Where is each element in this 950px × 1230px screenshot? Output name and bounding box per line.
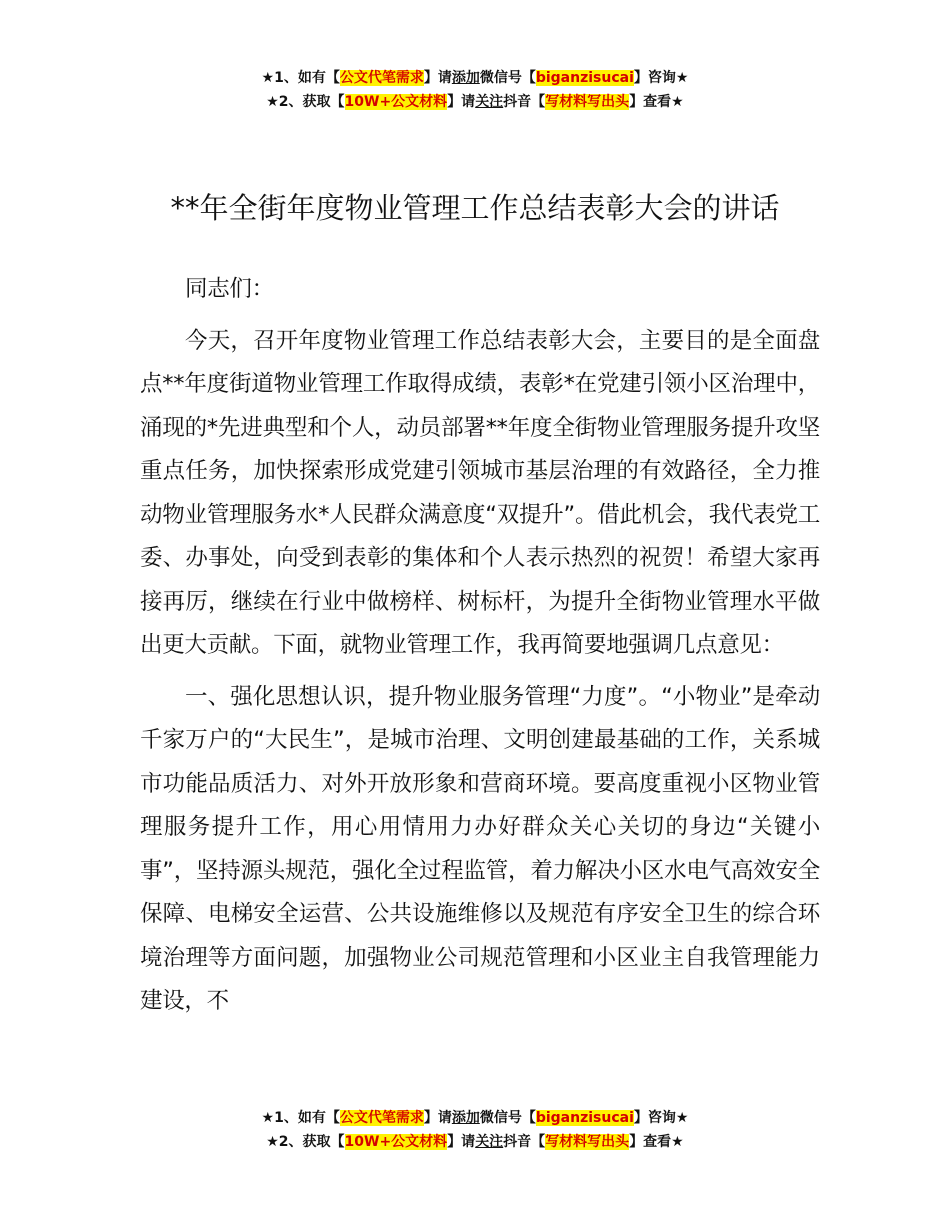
promo-wechat-id: biganzisucai (535, 1110, 634, 1126)
promo-wechat-id: biganzisucai (535, 70, 634, 86)
promo-keyword: 添加 (451, 70, 480, 86)
document-title: **年全街年度物业管理工作总结表彰大会的讲话 (170, 191, 780, 226)
salutation: 同志们： (185, 276, 274, 302)
promo-line-1: ★1、如有【公文代笔需求】请添加微信号【biganzisucai】咨询★ (261, 1110, 689, 1126)
promo-highlight: 10W+公文材料 (344, 1134, 448, 1150)
promo-douyin-id: 写材料写出头 (545, 94, 630, 110)
promo-keyword: 关注 (475, 94, 504, 110)
paragraph: 一、强化思想认识，提升物业服务管理“力度”。“小物业”是牵动千家万户的“大民生”，是城市治理、文明创建最基础的工作，关系城市功能品质活力、对外开放形象和营商环境。要高度重视小区物业管理服务提升工作，用心用情用力办好群众关心关切的身边“关键小事”，坚持源头规范，强化全过程监管，着力解决小区水电气高效安全保障、电梯安全运营、公共设施维修以及规范有序安全卫生的综合环境治理等方面问题，加强物业公司规范管理和小区业主自我管理能力建设，不 (140, 683, 820, 1014)
promo-highlight: 公文代笔需求 (339, 1110, 424, 1126)
paragraph: 今天，召开年度物业管理工作总结表彰大会，主要目的是全面盘点**年度街道物业管理工作取得成绩，表彰*在党建引领小区治理中，涌现的*先进典型和个人，动员部署**年度全街物业管理服务提升攻坚重点任务，加快探索形成党建引领城市基层治理的有效路径，全力推动物业管理服务水*人民群众满意度“双提升”。借此机会，我代表党工委、办事处，向受到表彰的集体和个人表示热烈的祝贺！希望大家再接再厉，继续在行业中做榜样、树标杆，为提升全街物业管理水平做出更大贡献。下面，就物业管理工作，我再简要地强调几点意见： (140, 327, 820, 658)
promo-douyin-id: 写材料写出头 (545, 1134, 630, 1150)
promo-keyword: 关注 (475, 1134, 504, 1150)
promo-keyword: 添加 (451, 1110, 480, 1126)
document-body (140, 268, 820, 1024)
promo-line-1: ★1、如有【公文代笔需求】请添加微信号【biganzisucai】咨询★ (261, 70, 689, 86)
promo-banner-top (0, 66, 950, 114)
promo-banner-bottom (0, 1106, 950, 1154)
promo-line-2: ★2、获取【10W+公文材料】请关注抖音【写材料写出头】查看★ (266, 1134, 684, 1150)
promo-line-2: ★2、获取【10W+公文材料】请关注抖音【写材料写出头】查看★ (266, 94, 684, 110)
promo-highlight: 公文代笔需求 (339, 70, 424, 86)
promo-highlight: 10W+公文材料 (344, 94, 448, 110)
